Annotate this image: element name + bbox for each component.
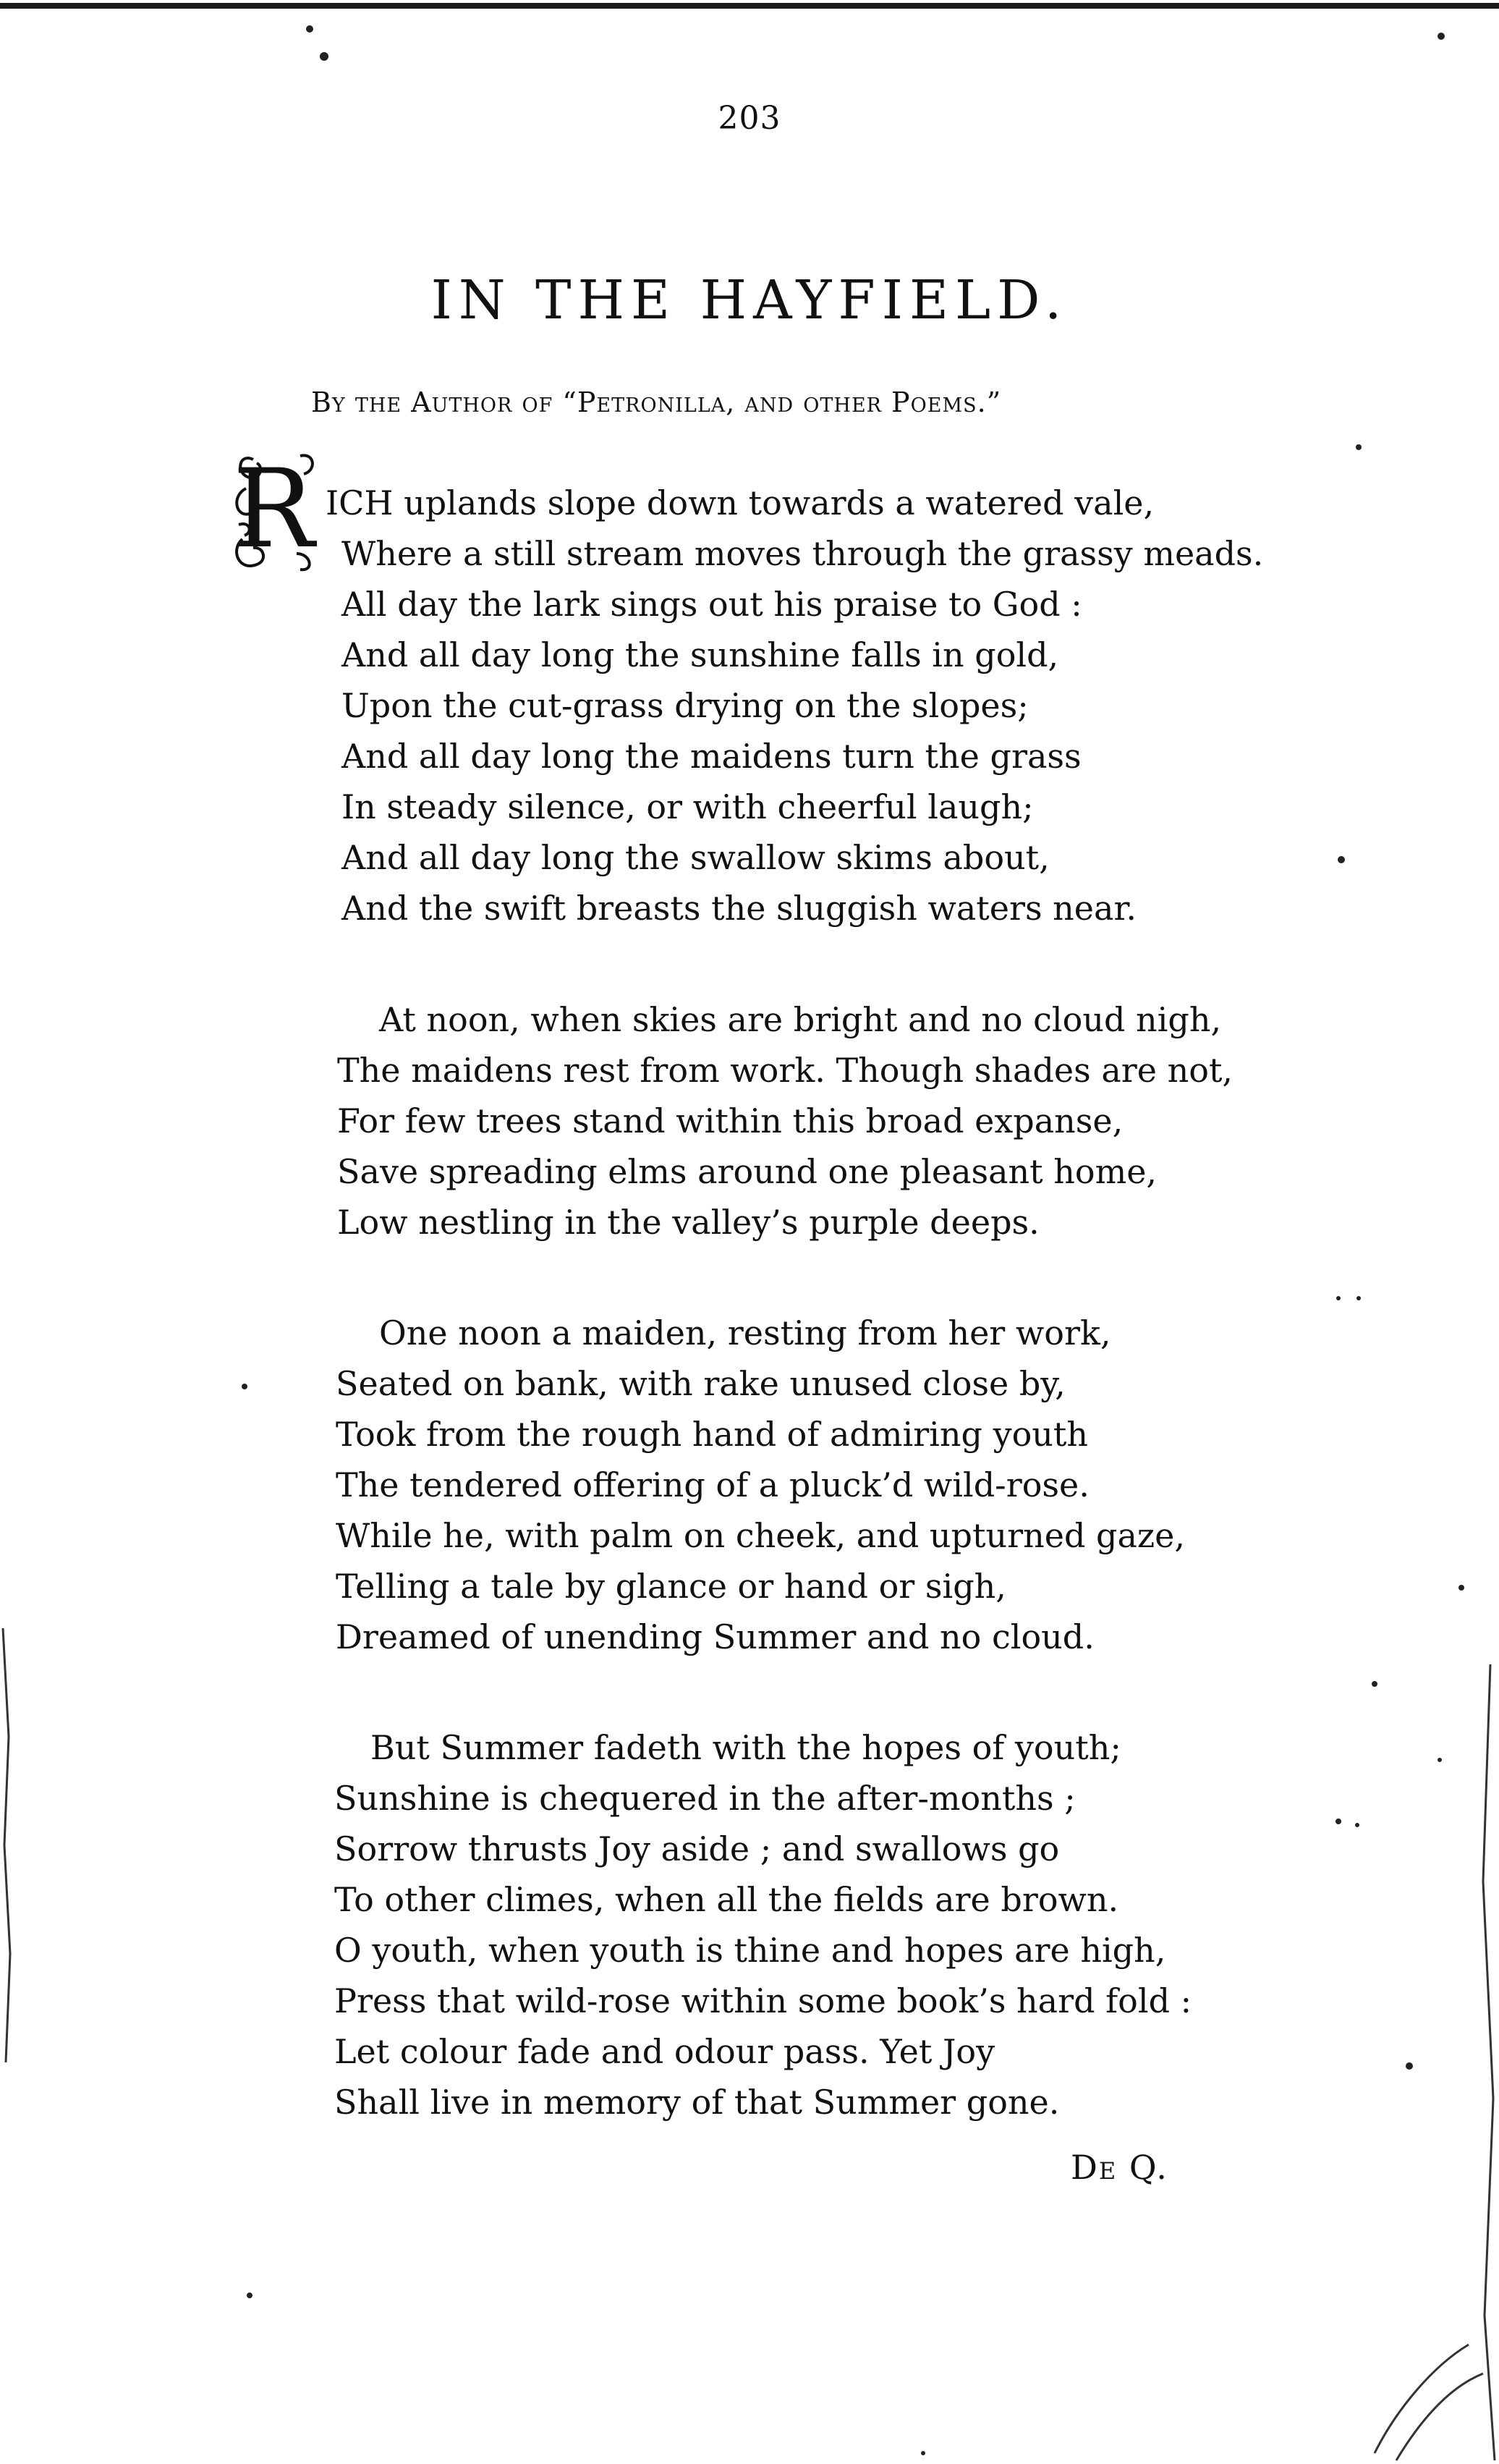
poem-line: And all day long the sunshine falls in gold, — [341, 635, 1059, 674]
poem-line: Low nestling in the valley’s purple deeps. — [337, 1203, 1040, 1242]
poem-line: In steady silence, or with cheerful laugh; — [341, 787, 1034, 826]
poem-line: The maidens rest from work. Though shades are not, — [337, 1051, 1233, 1090]
poem-line: But Summer fadeth with the hopes of youth; — [370, 1728, 1121, 1767]
poem-line: Where a still stream moves through the grassy meads. — [341, 534, 1264, 573]
poem-line: Dreamed of unending Summer and no cloud. — [336, 1617, 1095, 1656]
poem-line: Let colour fade and odour pass. Yet Joy — [334, 2032, 995, 2071]
poem-byline: By the Author of “Petronilla, and other Poems.” — [311, 386, 1002, 418]
poem-line: And all day long the swallow skims about, — [341, 838, 1050, 877]
poem-title: IN THE HAYFIELD. — [430, 269, 1069, 331]
poem-line: And the swift breasts the sluggish waters near. — [341, 889, 1137, 928]
poem-line: Seated on bank, with rake unused close by, — [336, 1364, 1066, 1403]
poem-line: Sorrow thrusts Joy aside ; and swallows go — [334, 1829, 1060, 1868]
poem-line: Upon the cut-grass drying on the slopes; — [341, 686, 1029, 725]
poem-line: Telling a tale by glance or hand or sigh, — [336, 1567, 1006, 1606]
poem-line: Shall live in memory of that Summer gone. — [334, 2083, 1060, 2122]
poem-line: O youth, when youth is thine and hopes are high, — [334, 1931, 1166, 1970]
page-number: 203 — [718, 100, 781, 137]
dropcap-letter: R — [232, 446, 315, 572]
top-rule — [0, 3, 1499, 9]
poem-line: ICH uplands slope down towards a watered vale, — [326, 483, 1155, 522]
poem-line: Save spreading elms around one pleasant home, — [337, 1152, 1158, 1191]
poem-line: Took from the rough hand of admiring youth — [336, 1415, 1089, 1454]
poem-line: The tendered offering of a pluck’d wild-rose. — [336, 1465, 1090, 1504]
poem-line: For few trees stand within this broad expanse, — [337, 1101, 1124, 1140]
signature: De Q. — [1071, 2148, 1168, 2187]
poem-line: At noon, when skies are bright and no cloud nigh, — [379, 1000, 1222, 1039]
ornamental-dropcap — [232, 445, 318, 575]
poem-line: Sunshine is chequered in the after-months ; — [334, 1779, 1076, 1818]
poem-line: One noon a maiden, resting from her work, — [379, 1313, 1111, 1352]
poem-line: Press that wild-rose within some book’s hard fold : — [334, 1981, 1192, 2020]
poem-line: While he, with palm on cheek, and upturned gaze, — [336, 1516, 1185, 1555]
poem-line: And all day long the maidens turn the grass — [341, 737, 1082, 776]
poem-line: To other climes, when all the fields are brown. — [334, 1880, 1119, 1919]
poem-line: All day the lark sings out his praise to God : — [341, 585, 1082, 624]
